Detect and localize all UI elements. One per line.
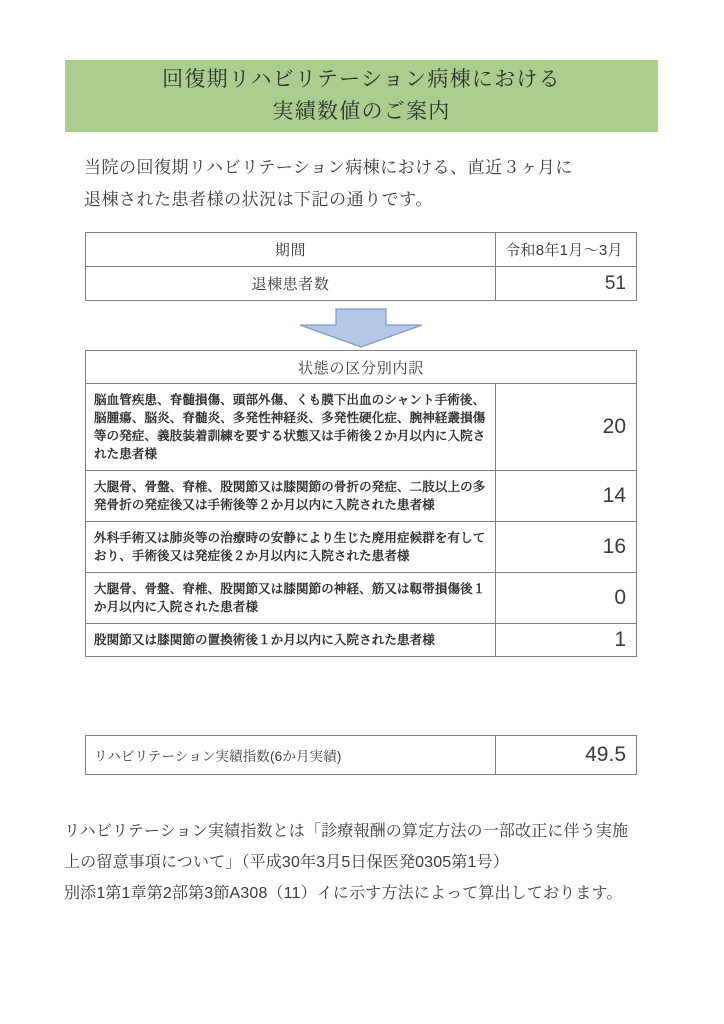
intro-paragraph <box>84 152 664 216</box>
breakdown-header-row <box>86 351 637 384</box>
footnote-line-1: リハビリテーション実績指数とは「診療報酬の算定方法の一部改正に伴う実施 <box>64 823 629 840</box>
period-value-cell: 令和8年1月～3月 <box>496 233 637 267</box>
page-title-line-2: 実績数値のご案内 <box>272 100 451 123</box>
period-table <box>85 232 637 301</box>
rehab-index-label-cell: リハビリテーション実績指数(6か月実績) <box>86 736 496 775</box>
breakdown-count-cell: 14 <box>496 471 637 522</box>
table-row <box>86 573 637 624</box>
breakdown-description-cell: 外科手術又は肺炎等の治療時の安静により生じた廃用症候群を有しており、手術後又は発症後２か月以内に入院された患者様 <box>86 522 496 573</box>
rehab-index-value-cell: 49.5 <box>496 736 637 775</box>
rehab-index-table <box>85 735 637 775</box>
breakdown-table <box>85 350 637 657</box>
table-row <box>86 736 637 775</box>
table-row <box>86 471 637 522</box>
page-title-line-1: 回復期リハビリテーション病棟における <box>162 68 561 91</box>
table-row <box>86 267 637 301</box>
down-arrow-icon <box>296 308 426 348</box>
breakdown-description-cell: 脳血管疾患、脊髄損傷、頭部外傷、くも膜下出血のシャント手術後、脳腫瘍、脳炎、脊髄炎、多発性神経炎、多発性硬化症、腕神経叢損傷等の発症、義肢装着訓練を要する状態又は手術後２か月以内に入院された患者様 <box>86 384 496 471</box>
footnote <box>64 816 684 909</box>
footnote-line-2: 上の留意事項について」（平成30年3月5日保医発0305第1号） <box>64 854 509 871</box>
period-label-cell: 期間 <box>86 233 496 267</box>
footnote-line-3: 別添1第1章第2部第3節A308（11）イに示す方法によって算出しております。 <box>64 885 623 902</box>
discharge-count-label-cell: 退棟患者数 <box>86 267 496 301</box>
page-title-band <box>65 60 658 132</box>
table-row <box>86 233 637 267</box>
intro-line-2: 退棟された患者様の状況は下記の通りです。 <box>84 190 433 209</box>
breakdown-count-cell: 1 <box>496 624 637 657</box>
breakdown-description-cell: 大腿骨、骨盤、脊椎、股関節又は膝関節の骨折の発症、二肢以上の多発骨折の発症後又は手術後等２か月以内に入院された患者様 <box>86 471 496 522</box>
table-row <box>86 624 637 657</box>
intro-line-1: 当院の回復期リハビリテーション病棟における、直近３ヶ月に <box>84 158 573 177</box>
breakdown-description-cell: 股関節又は膝関節の置換術後１か月以内に入院された患者様 <box>86 624 496 657</box>
breakdown-count-cell: 20 <box>496 384 637 471</box>
breakdown-count-cell: 16 <box>496 522 637 573</box>
table-row <box>86 384 637 471</box>
breakdown-description-cell: 大腿骨、骨盤、脊椎、股関節又は膝関節の神経、筋又は靱帯損傷後１か月以内に入院された患者様 <box>86 573 496 624</box>
table-row <box>86 522 637 573</box>
breakdown-count-cell: 0 <box>496 573 637 624</box>
breakdown-header-cell: 状態の区分別内訳 <box>86 351 637 384</box>
discharge-count-value-cell: 51 <box>496 267 637 301</box>
